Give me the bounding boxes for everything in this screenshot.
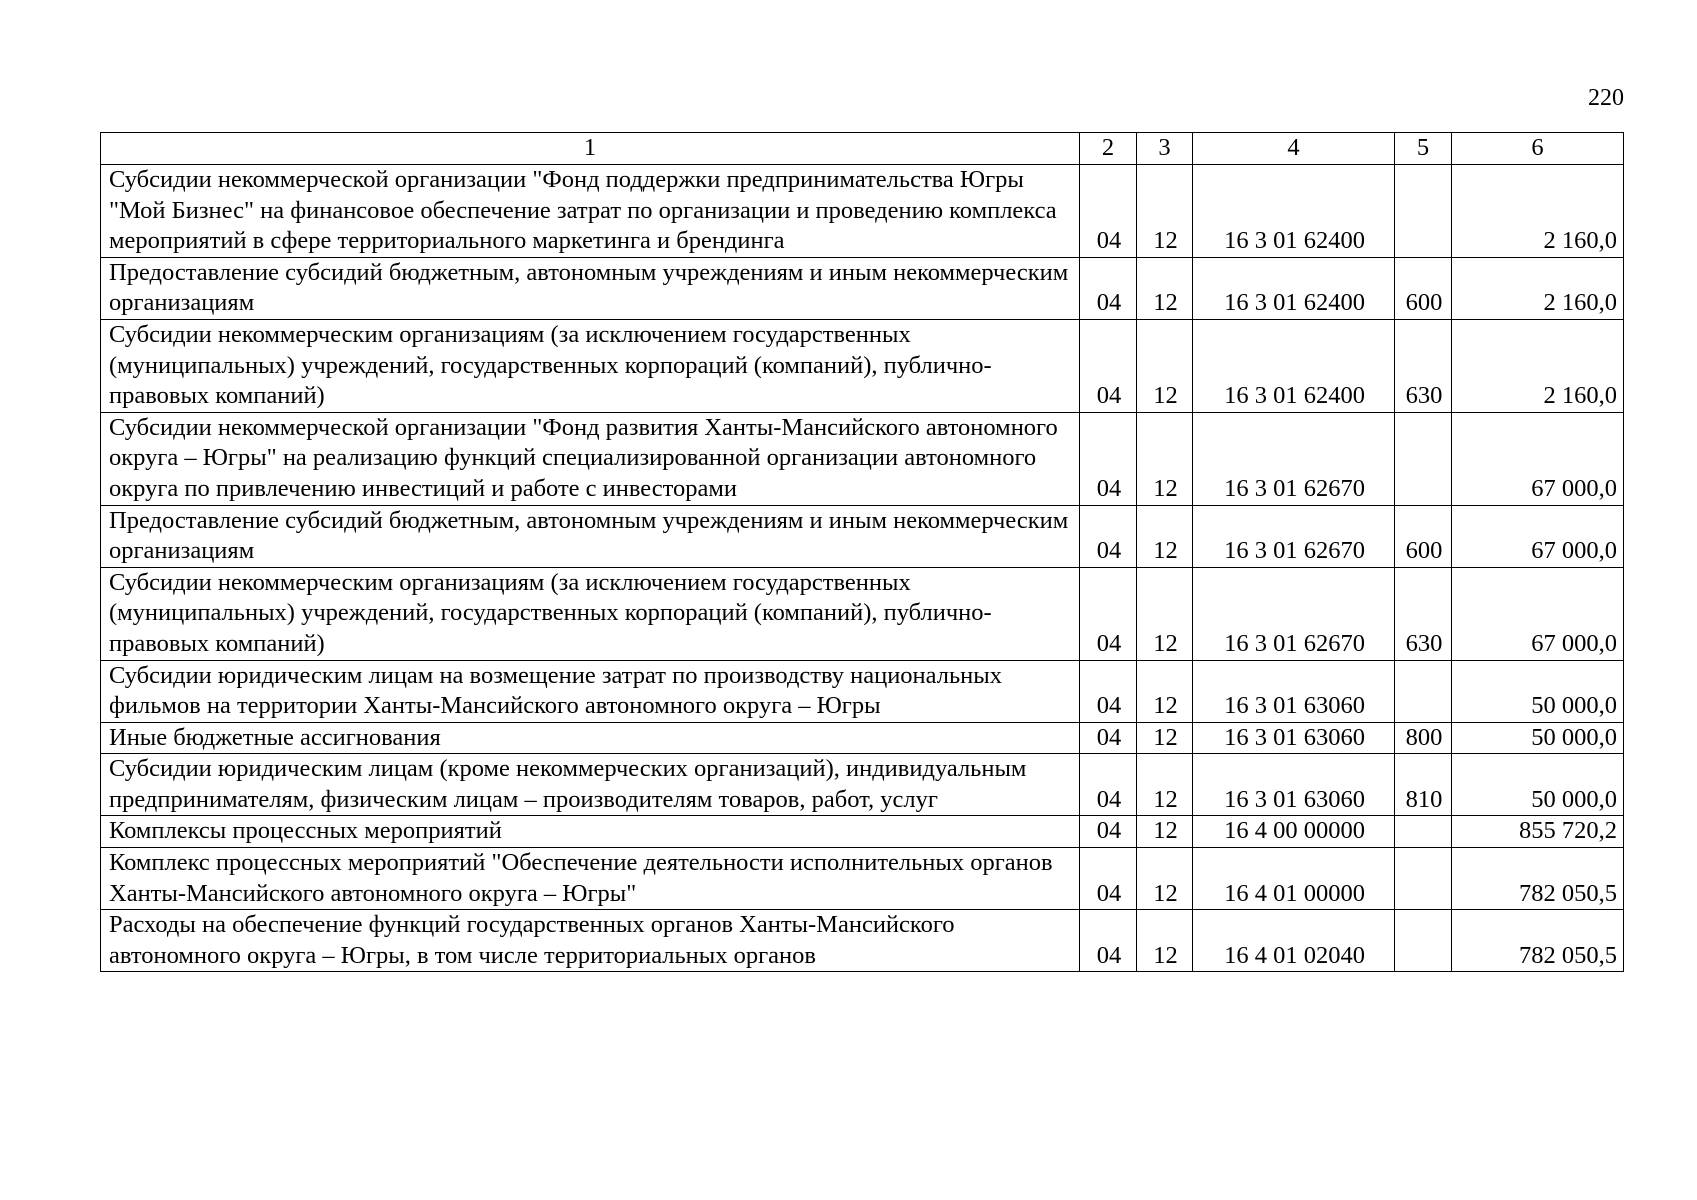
row-target-article: 16 3 01 62670 bbox=[1193, 505, 1395, 567]
row-amount: 2 160,0 bbox=[1452, 257, 1624, 319]
row-name: Субсидии некоммерческой организации "Фонд поддержки предпринимательства Югры "Мой Бизнес" на финансовое обеспечение затрат по организации и проведению комплекса мероприятий в сфере территориального маркетинга и брендинга bbox=[101, 165, 1080, 258]
row-amount: 782 050,5 bbox=[1452, 910, 1624, 972]
row-name: Комплексы процессных мероприятий bbox=[101, 816, 1080, 848]
row-expense-type: 630 bbox=[1395, 319, 1452, 412]
row-subsection-code: 12 bbox=[1137, 660, 1193, 722]
row-target-article: 16 3 01 62670 bbox=[1193, 567, 1395, 660]
table-body bbox=[101, 165, 1624, 972]
row-subsection-code: 12 bbox=[1137, 257, 1193, 319]
row-amount: 50 000,0 bbox=[1452, 722, 1624, 754]
row-section-code: 04 bbox=[1080, 257, 1137, 319]
row-name: Иные бюджетные ассигнования bbox=[101, 722, 1080, 754]
row-name: Субсидии некоммерческим организациям (за исключением государственных (муниципальных) учреждений, государственных корпораций (компаний), публично-правовых компаний) bbox=[101, 567, 1080, 660]
row-expense-type: 600 bbox=[1395, 257, 1452, 319]
table-row bbox=[101, 848, 1624, 910]
row-target-article: 16 3 01 62670 bbox=[1193, 412, 1395, 505]
table-row bbox=[101, 754, 1624, 816]
row-subsection-code: 12 bbox=[1137, 722, 1193, 754]
row-subsection-code: 12 bbox=[1137, 848, 1193, 910]
header-col-4: 4 bbox=[1193, 133, 1395, 165]
row-expense-type: 600 bbox=[1395, 505, 1452, 567]
row-amount: 50 000,0 bbox=[1452, 660, 1624, 722]
row-target-article: 16 3 01 62400 bbox=[1193, 319, 1395, 412]
row-amount: 50 000,0 bbox=[1452, 754, 1624, 816]
header-col-2: 2 bbox=[1080, 133, 1137, 165]
table-row bbox=[101, 257, 1624, 319]
table-row bbox=[101, 660, 1624, 722]
row-section-code: 04 bbox=[1080, 165, 1137, 258]
row-section-code: 04 bbox=[1080, 754, 1137, 816]
row-section-code: 04 bbox=[1080, 505, 1137, 567]
row-target-article: 16 3 01 62400 bbox=[1193, 257, 1395, 319]
row-target-article: 16 3 01 63060 bbox=[1193, 754, 1395, 816]
row-target-article: 16 4 01 00000 bbox=[1193, 848, 1395, 910]
row-name: Субсидии некоммерческим организациям (за исключением государственных (муниципальных) учреждений, государственных корпораций (компаний), публично-правовых компаний) bbox=[101, 319, 1080, 412]
row-amount: 2 160,0 bbox=[1452, 165, 1624, 258]
row-name: Расходы на обеспечение функций государственных органов Ханты-Мансийского автономного округа – Югры, в том числе территориальных органов bbox=[101, 910, 1080, 972]
header-col-5: 5 bbox=[1395, 133, 1452, 165]
row-expense-type bbox=[1395, 848, 1452, 910]
row-expense-type bbox=[1395, 412, 1452, 505]
table-row bbox=[101, 910, 1624, 972]
row-subsection-code: 12 bbox=[1137, 567, 1193, 660]
row-target-article: 16 4 00 00000 bbox=[1193, 816, 1395, 848]
table-row bbox=[101, 567, 1624, 660]
row-amount: 782 050,5 bbox=[1452, 848, 1624, 910]
table-row bbox=[101, 165, 1624, 258]
table-row bbox=[101, 412, 1624, 505]
row-subsection-code: 12 bbox=[1137, 816, 1193, 848]
page-number: 220 bbox=[1588, 85, 1624, 111]
budget-table bbox=[100, 132, 1624, 972]
row-expense-type bbox=[1395, 165, 1452, 258]
row-target-article: 16 3 01 63060 bbox=[1193, 722, 1395, 754]
row-name: Комплекс процессных мероприятий "Обеспечение деятельности исполнительных органов Ханты-Мансийского автономного округа – Югры" bbox=[101, 848, 1080, 910]
row-amount: 855 720,2 bbox=[1452, 816, 1624, 848]
row-expense-type bbox=[1395, 660, 1452, 722]
header-col-6: 6 bbox=[1452, 133, 1624, 165]
row-target-article: 16 3 01 62400 bbox=[1193, 165, 1395, 258]
row-subsection-code: 12 bbox=[1137, 505, 1193, 567]
row-amount: 2 160,0 bbox=[1452, 319, 1624, 412]
row-subsection-code: 12 bbox=[1137, 910, 1193, 972]
row-subsection-code: 12 bbox=[1137, 165, 1193, 258]
row-expense-type bbox=[1395, 816, 1452, 848]
row-expense-type: 810 bbox=[1395, 754, 1452, 816]
row-amount: 67 000,0 bbox=[1452, 412, 1624, 505]
table-row bbox=[101, 319, 1624, 412]
row-subsection-code: 12 bbox=[1137, 412, 1193, 505]
row-amount: 67 000,0 bbox=[1452, 567, 1624, 660]
row-expense-type: 800 bbox=[1395, 722, 1452, 754]
row-amount: 67 000,0 bbox=[1452, 505, 1624, 567]
row-expense-type: 630 bbox=[1395, 567, 1452, 660]
row-name: Предоставление субсидий бюджетным, автономным учреждениям и иным некоммерческим организациям bbox=[101, 257, 1080, 319]
row-section-code: 04 bbox=[1080, 848, 1137, 910]
row-section-code: 04 bbox=[1080, 816, 1137, 848]
row-target-article: 16 3 01 63060 bbox=[1193, 660, 1395, 722]
header-col-1: 1 bbox=[101, 133, 1080, 165]
row-section-code: 04 bbox=[1080, 319, 1137, 412]
row-expense-type bbox=[1395, 910, 1452, 972]
row-name: Субсидии юридическим лицам (кроме некоммерческих организаций), индивидуальным предпринимателям, физическим лицам – производителям товаров, работ, услуг bbox=[101, 754, 1080, 816]
row-subsection-code: 12 bbox=[1137, 754, 1193, 816]
row-section-code: 04 bbox=[1080, 412, 1137, 505]
row-name: Субсидии некоммерческой организации "Фонд развития Ханты-Мансийского автономного округа – Югры" на реализацию функций специализированной организации автономного округа по привлечению инвестиций и работе с инвесторами bbox=[101, 412, 1080, 505]
table-row bbox=[101, 816, 1624, 848]
row-name: Субсидии юридическим лицам на возмещение затрат по производству национальных фильмов на территории Ханты-Мансийского автономного округа – Югры bbox=[101, 660, 1080, 722]
row-section-code: 04 bbox=[1080, 910, 1137, 972]
row-subsection-code: 12 bbox=[1137, 319, 1193, 412]
table-row bbox=[101, 505, 1624, 567]
row-section-code: 04 bbox=[1080, 660, 1137, 722]
table-header-row bbox=[101, 133, 1624, 165]
row-name: Предоставление субсидий бюджетным, автономным учреждениям и иным некоммерческим организациям bbox=[101, 505, 1080, 567]
header-col-3: 3 bbox=[1137, 133, 1193, 165]
row-section-code: 04 bbox=[1080, 722, 1137, 754]
row-section-code: 04 bbox=[1080, 567, 1137, 660]
table-row bbox=[101, 722, 1624, 754]
row-target-article: 16 4 01 02040 bbox=[1193, 910, 1395, 972]
